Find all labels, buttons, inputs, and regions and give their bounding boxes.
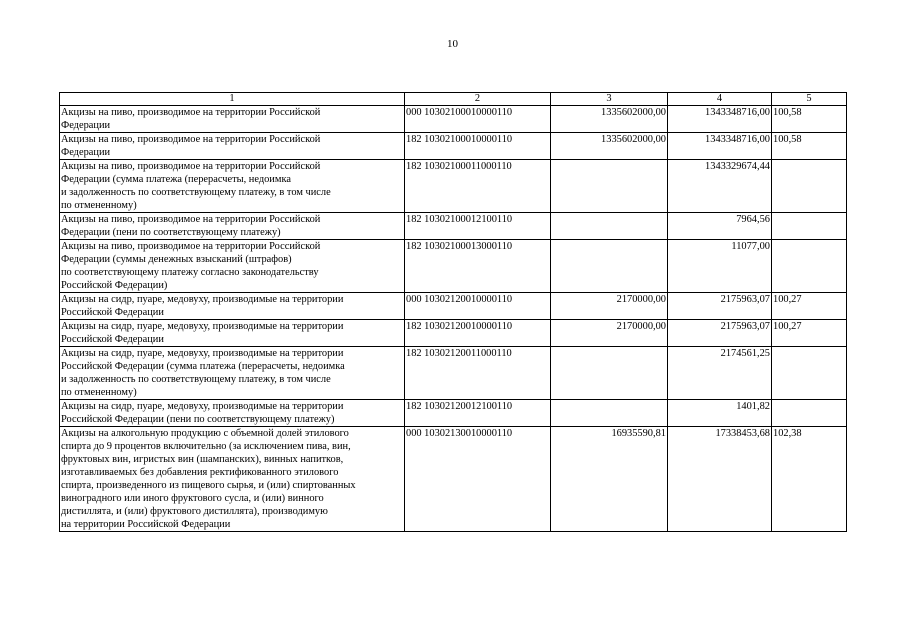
table-row — [60, 106, 847, 133]
fact-amount: 2175963,07 — [668, 320, 772, 347]
tax-name: Акцизы на пиво, производимое на территории Российской Федерации (пени по соответствующему платежу) — [60, 213, 405, 240]
plan-amount — [551, 347, 668, 400]
execution-percent — [772, 240, 847, 293]
table-row — [60, 160, 847, 213]
column-header: 4 — [668, 93, 772, 106]
plan-amount — [551, 400, 668, 427]
table-row — [60, 320, 847, 347]
execution-percent: 100,58 — [772, 133, 847, 160]
fact-amount: 7964,56 — [668, 213, 772, 240]
table-row — [60, 427, 847, 532]
column-header: 5 — [772, 93, 847, 106]
column-number-row — [60, 93, 847, 106]
plan-amount — [551, 213, 668, 240]
budget-code: 182 10302120011000110 — [405, 347, 551, 400]
execution-percent — [772, 347, 847, 400]
tax-name: Акцизы на алкогольную продукцию с объемной долей этилового спирта до 9 процентов включительно (за исключением пива, вин, фруктовых вин, игристых вин (шампанских), винных напитков, изготавливаемых без добавления ректификованного этилового спирта, произведенного из пищевого сырья, и (или) спиртованных виноградного или иного фруктового сусла, и (или) винного дистиллята, и (или) фруктового дистиллята), производимую на территории Российской Федерации — [60, 427, 405, 532]
page-number: 10 — [447, 38, 458, 50]
execution-percent: 100,27 — [772, 293, 847, 320]
fact-amount: 2174561,25 — [668, 347, 772, 400]
tax-name: Акцизы на сидр, пуаре, медовуху, производимые на территории Российской Федерации (пени по соответствующему платежу) — [60, 400, 405, 427]
plan-amount: 1335602000,00 — [551, 106, 668, 133]
budget-code: 000 10302100010000110 — [405, 106, 551, 133]
table-row — [60, 400, 847, 427]
tax-name: Акцизы на пиво, производимое на территории Российской Федерации (суммы денежных взысканий (штрафов) по соответствующему платежу согласно законодательству Российской Федерации) — [60, 240, 405, 293]
budget-code: 000 10302120010000110 — [405, 293, 551, 320]
plan-amount — [551, 160, 668, 213]
fact-amount: 17338453,68 — [668, 427, 772, 532]
execution-percent — [772, 160, 847, 213]
budget-code: 182 10302100013000110 — [405, 240, 551, 293]
tax-name: Акцизы на пиво, производимое на территории Российской Федерации — [60, 106, 405, 133]
tax-name: Акцизы на сидр, пуаре, медовуху, производимые на территории Российской Федерации — [60, 320, 405, 347]
table-row — [60, 133, 847, 160]
fact-amount: 2175963,07 — [668, 293, 772, 320]
plan-amount: 2170000,00 — [551, 320, 668, 347]
fact-amount: 11077,00 — [668, 240, 772, 293]
budget-code: 182 10302120012100110 — [405, 400, 551, 427]
revenue-table — [59, 92, 847, 532]
budget-code: 182 10302100011000110 — [405, 160, 551, 213]
execution-percent: 102,38 — [772, 427, 847, 532]
execution-percent — [772, 213, 847, 240]
budget-code: 182 10302120010000110 — [405, 320, 551, 347]
budget-code: 182 10302100010000110 — [405, 133, 551, 160]
tax-name: Акцизы на сидр, пуаре, медовуху, производимые на территории Российской Федерации — [60, 293, 405, 320]
table-row — [60, 213, 847, 240]
plan-amount — [551, 240, 668, 293]
fact-amount: 1401,82 — [668, 400, 772, 427]
tax-name: Акцизы на сидр, пуаре, медовуху, производимые на территории Российской Федерации (сумма платежа (перерасчеты, недоимка и задолженность по соответствующему платежу, в том числе по отмененному) — [60, 347, 405, 400]
plan-amount: 16935590,81 — [551, 427, 668, 532]
execution-percent: 100,58 — [772, 106, 847, 133]
column-header: 2 — [405, 93, 551, 106]
budget-code: 000 10302130010000110 — [405, 427, 551, 532]
fact-amount: 1343329674,44 — [668, 160, 772, 213]
fact-amount: 1343348716,00 — [668, 133, 772, 160]
budget-code: 182 10302100012100110 — [405, 213, 551, 240]
table-row — [60, 240, 847, 293]
plan-amount: 2170000,00 — [551, 293, 668, 320]
column-header: 1 — [60, 93, 405, 106]
table-row — [60, 347, 847, 400]
column-header: 3 — [551, 93, 668, 106]
tax-name: Акцизы на пиво, производимое на территории Российской Федерации — [60, 133, 405, 160]
execution-percent: 100,27 — [772, 320, 847, 347]
table-row — [60, 293, 847, 320]
execution-percent — [772, 400, 847, 427]
tax-name: Акцизы на пиво, производимое на территории Российской Федерации (сумма платежа (перерасчеты, недоимка и задолженность по соответствующему платежу, в том числе по отмененному) — [60, 160, 405, 213]
fact-amount: 1343348716,00 — [668, 106, 772, 133]
plan-amount: 1335602000,00 — [551, 133, 668, 160]
